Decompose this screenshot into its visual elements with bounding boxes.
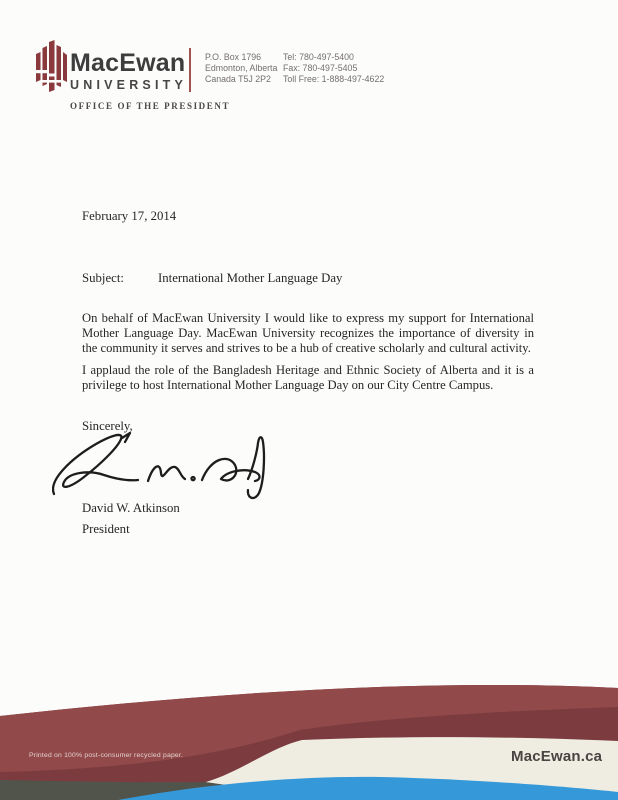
macewan-logo-icon bbox=[36, 40, 67, 101]
letterhead-contact bbox=[283, 52, 384, 84]
address-line-2: Edmonton, Alberta bbox=[205, 62, 278, 73]
address-line-3: Canada T5J 2P2 bbox=[205, 73, 271, 84]
contact-toll-free: Toll Free: 1-888-497-4622 bbox=[283, 73, 385, 84]
logo-wordmark bbox=[70, 50, 187, 92]
letter-date: February 17, 2014 bbox=[82, 209, 177, 223]
closing-salutation: Sincerely, bbox=[82, 419, 133, 433]
website-url: MacEwan.ca bbox=[511, 748, 603, 765]
signer-title: President bbox=[82, 522, 130, 536]
recycled-paper-note: Printed on 100% post-consumer recycled paper. bbox=[29, 752, 184, 759]
subject-value: International Mother Language Day bbox=[158, 271, 343, 285]
letterhead-divider bbox=[189, 48, 191, 92]
letterhead-address bbox=[205, 52, 277, 84]
subject-label: Subject: bbox=[82, 271, 124, 285]
letter-body bbox=[82, 311, 534, 399]
subject-line bbox=[82, 271, 534, 286]
logo-name: MacEwan bbox=[70, 49, 186, 77]
contact-tel: Tel: 780-497-5400 bbox=[283, 52, 354, 62]
logo-university: UNIVERSITY bbox=[70, 78, 188, 92]
address-line-1: P.O. Box 1796 bbox=[205, 52, 262, 62]
footer-wave-graphic bbox=[0, 600, 618, 800]
signature-image bbox=[52, 430, 270, 511]
paragraph-2: I applaud the role of the Bangladesh Heritage and Ethnic Society of Alberta and it is a privilege to host International Mother Language Day on our City Centre Campus. bbox=[82, 362, 534, 392]
contact-fax: Fax: 780-497-5405 bbox=[283, 62, 358, 73]
signer-name: David W. Atkinson bbox=[82, 501, 180, 515]
paragraph-1: On behalf of MacEwan University I would like to express my support for International Mother Language Day. MacEwan University recognizes the importance of diversity in the community it serves and strives to be a hub of creative scholarly and cultural activity. bbox=[82, 311, 534, 356]
office-of-the-president-label: OFFICE OF THE PRESIDENT bbox=[70, 101, 231, 111]
